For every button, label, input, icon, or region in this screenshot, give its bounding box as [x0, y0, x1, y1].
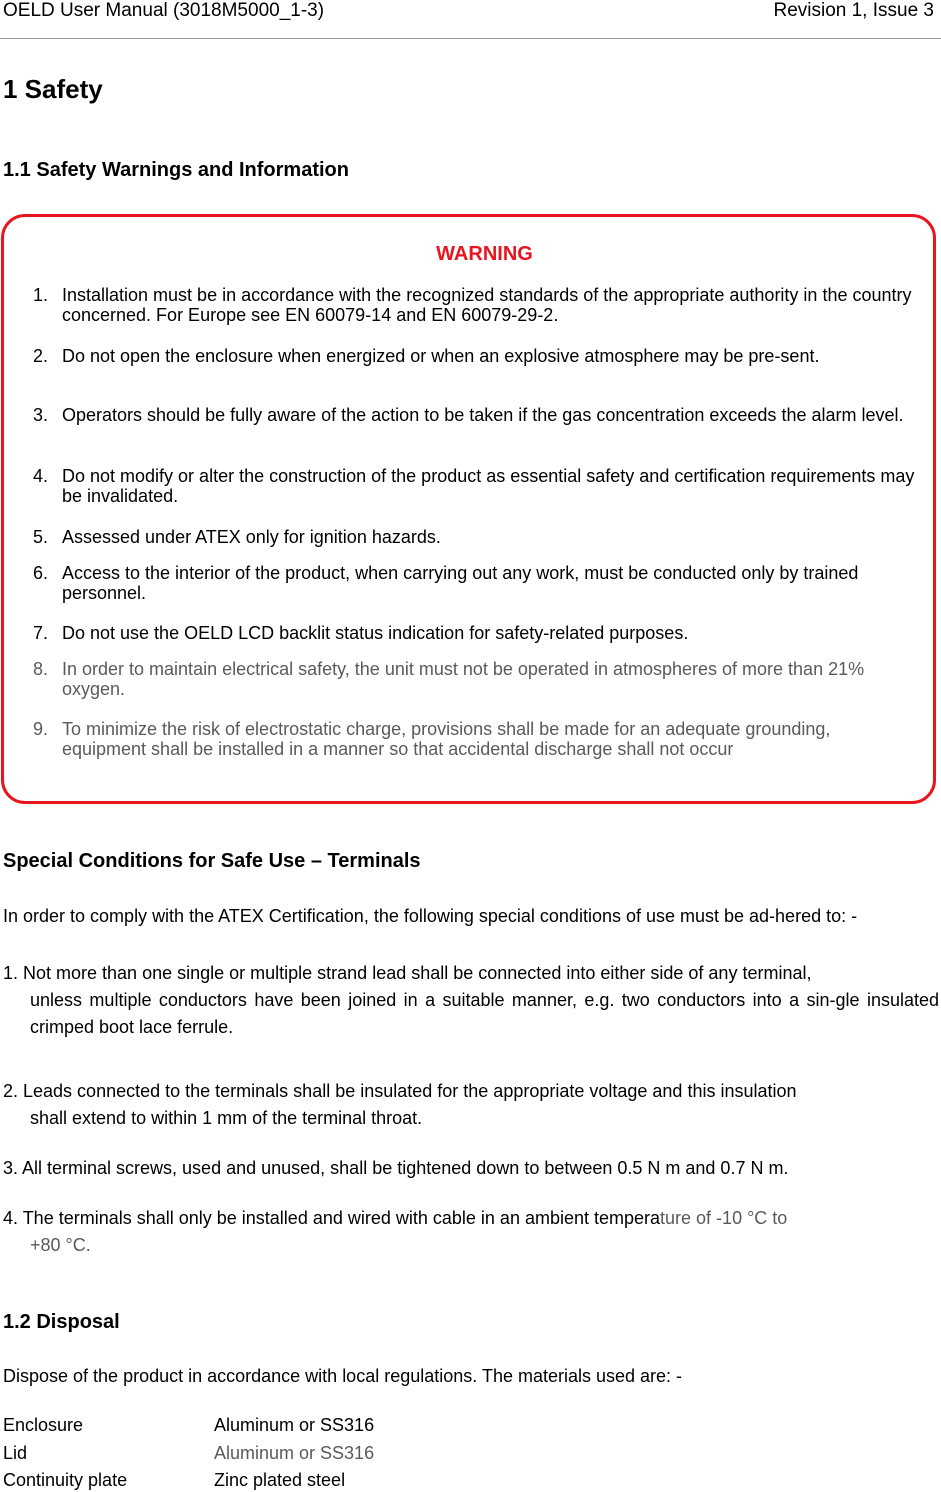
warning-item-text: Installation must be in accordance with the recognized standards of the appropriate authority in the country concerned. For Europe see EN 60079-14 and EN 60079-29-2.: [62, 285, 912, 325]
warning-item-text: Do not modify or alter the construction of the product as essential safety and certification requirements may be invalidated.: [62, 466, 915, 506]
condition-text-rest: +80 °C.: [30, 1235, 91, 1255]
material-part: Enclosure: [3, 1415, 84, 1435]
warning-item-number: 4.: [33, 466, 49, 486]
warning-item-number: 3.: [33, 405, 49, 425]
warning-item-text: To minimize the risk of electrostatic charge, provisions shall be made for an adequate grounding, equipment shall be installed in a manner so that accidental discharge shall not occur: [62, 719, 831, 759]
condition-text-first: 2. Leads connected to the terminals shall be insulated for the appropriate voltage and this insulation: [3, 1081, 797, 1101]
special-conditions-heading: Special Conditions for Safe Use – Terminals: [3, 850, 421, 872]
special-conditions-intro: In order to comply with the ATEX Certification, the following special conditions of use must be ad-hered to: -: [3, 906, 858, 926]
condition-text: 3. All terminal screws, used and unused, shall be tightened down to between 0.5 N m and 0.7 N m.: [3, 1158, 789, 1178]
warning-item-number: 2.: [33, 346, 49, 366]
warning-item-number: 7.: [33, 623, 49, 643]
material-value: Zinc plated steel: [214, 1470, 346, 1490]
material-part: Continuity plate: [3, 1470, 128, 1490]
condition-item: [3, 1078, 939, 1132]
warning-item-text: Do not open the enclosure when energized or when an explosive atmosphere may be pre-sent.: [62, 346, 820, 366]
disposal-heading: 1.2 Disposal: [3, 1311, 120, 1333]
warning-item-number: 8.: [33, 659, 49, 679]
condition-text-first: 1. Not more than one single or multiple strand lead shall be connected into either side of any terminal,: [3, 963, 812, 983]
header-doc-title: OELD User Manual (3018M5000_1-3): [3, 0, 325, 21]
warning-item-text: Operators should be fully aware of the action to be taken if the gas concentration exceeds the alarm level.: [62, 405, 904, 425]
page-header: [0, 0, 941, 39]
warning-item-number: 9.: [33, 719, 49, 739]
warnings-heading: 1.1 Safety Warnings and Information: [3, 159, 349, 181]
header-revision: Revision 1, Issue 3: [773, 0, 934, 21]
warning-item-text: Access to the interior of the product, when carrying out any work, must be conducted only by trained personnel.: [62, 563, 859, 603]
condition-item: [3, 960, 939, 1041]
condition-item: [3, 1205, 939, 1259]
material-value: Aluminum or SS316: [214, 1443, 375, 1463]
warning-item-number: 5.: [33, 527, 49, 547]
material-part: Lid: [3, 1443, 28, 1463]
condition-item: [3, 1155, 939, 1182]
condition-text-first-grey: ture of -10 °C to: [660, 1208, 788, 1228]
condition-text-rest: unless multiple conductors have been joined in a suitable manner, e.g. two conductors into a sin-gle insulated crimped boot lace ferrule.: [30, 990, 939, 1037]
warning-item-number: 6.: [33, 563, 49, 583]
warning-item-text: Do not use the OELD LCD backlit status indication for safety-related purposes.: [62, 623, 689, 643]
disposal-text: Dispose of the product in accordance with local regulations. The materials used are: -: [3, 1366, 683, 1386]
warning-title: WARNING: [436, 243, 533, 265]
warning-item-text: In order to maintain electrical safety, the unit must not be operated in atmospheres of more than 21% oxygen.: [62, 659, 865, 699]
condition-text-rest: shall extend to within 1 mm of the terminal throat.: [30, 1108, 423, 1128]
section-title: 1 Safety: [3, 74, 103, 104]
condition-text-first: 4. The terminals shall only be installed and wired with cable in an ambient tempera: [3, 1208, 661, 1228]
warning-item-text: Assessed under ATEX only for ignition hazards.: [62, 527, 441, 547]
material-value: Aluminum or SS316: [214, 1415, 375, 1435]
warning-item-number: 1.: [33, 285, 49, 305]
